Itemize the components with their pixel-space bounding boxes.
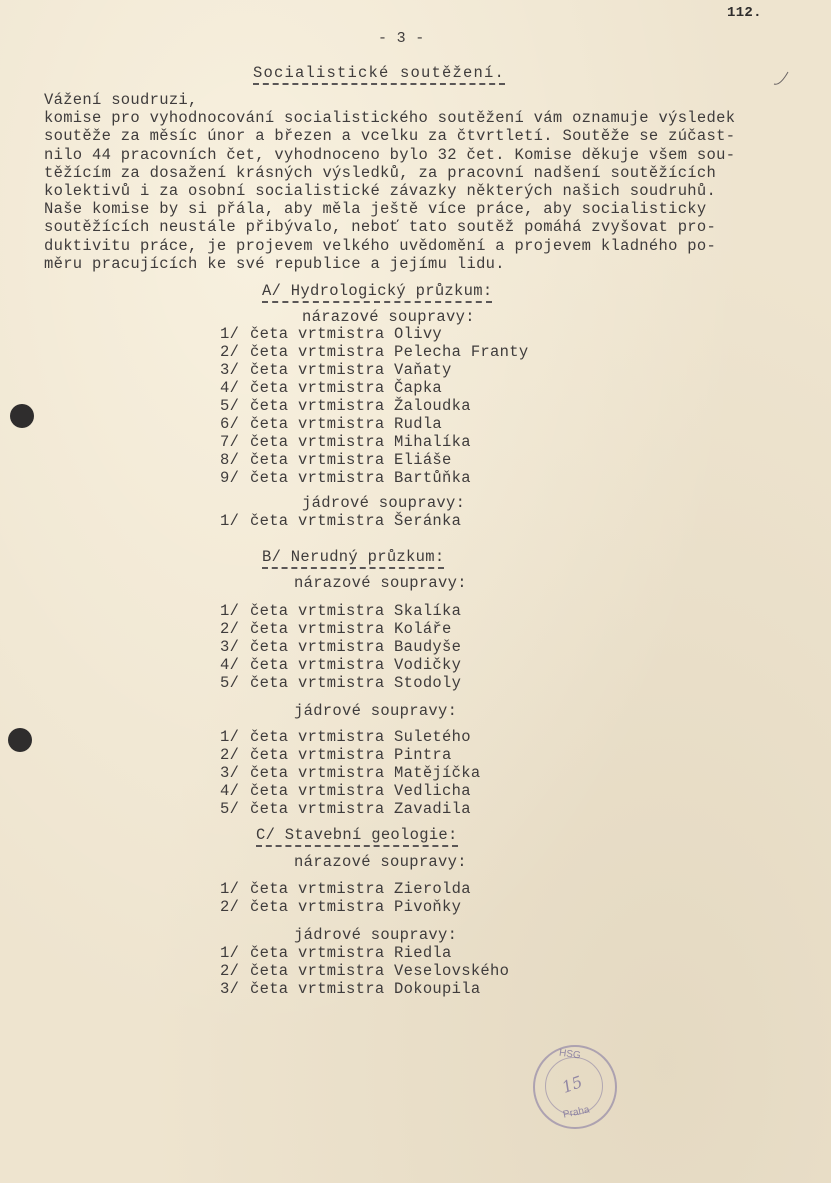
row-number: 2/ bbox=[220, 746, 240, 764]
row-number: 2/ bbox=[220, 898, 240, 916]
stamp-top-text: HSG bbox=[558, 1047, 582, 1062]
crew-entry: četa vrtmistra Suletého bbox=[250, 728, 471, 746]
row-number: 1/ bbox=[220, 512, 240, 530]
row-number: 2/ bbox=[220, 620, 240, 638]
stamp-bottom-text: Praha bbox=[562, 1104, 591, 1121]
check-mark-icon bbox=[772, 70, 790, 88]
section-heading-text: C/ Stavební geologie: bbox=[256, 826, 458, 847]
intro-line: těžícím za dosažení krásných výsledků, za pracovní nadšení soutěžících bbox=[44, 164, 717, 182]
crew-entry: četa vrtmistra Šeránka bbox=[250, 512, 462, 530]
row-number: 9/ bbox=[220, 469, 240, 487]
group-label: nárazové soupravy: bbox=[294, 853, 467, 871]
intro-line: soutěžících neustále přibývalo, neboť tato soutěž pomáhá zvyšovat pro- bbox=[44, 218, 717, 236]
row-number: 1/ bbox=[220, 880, 240, 898]
row-number: 3/ bbox=[220, 980, 240, 998]
row-number: 2/ bbox=[220, 343, 240, 361]
crew-entry: četa vrtmistra Vedlicha bbox=[250, 782, 471, 800]
crew-entry: četa vrtmistra Zavadila bbox=[250, 800, 471, 818]
page-number: - 3 - bbox=[378, 30, 425, 47]
section-heading bbox=[262, 548, 444, 566]
crew-entry: četa vrtmistra Matějíčka bbox=[250, 764, 481, 782]
intro-line: nilo 44 pracovních čet, vyhodnoceno bylo 32 čet. Komise děkuje všem sou- bbox=[44, 146, 736, 164]
sheet-number: 112. bbox=[727, 5, 762, 21]
section-heading-text: B/ Nerudný průzkum: bbox=[262, 548, 444, 569]
row-number: 8/ bbox=[220, 451, 240, 469]
intro-line: duktivitu práce, je projevem velkého uvědomění a projevem kladného po- bbox=[44, 237, 717, 255]
crew-entry: četa vrtmistra Mihalíka bbox=[250, 433, 471, 451]
row-number: 3/ bbox=[220, 638, 240, 656]
section-heading bbox=[256, 826, 458, 844]
group-label: nárazové soupravy: bbox=[294, 574, 467, 592]
row-number: 5/ bbox=[220, 800, 240, 818]
crew-entry: četa vrtmistra Pintra bbox=[250, 746, 452, 764]
intro-line: kolektivů i za osobní socialistické závazky některých našich soudruhů. bbox=[44, 182, 717, 200]
crew-entry: četa vrtmistra Skalíka bbox=[250, 602, 462, 620]
crew-entry: četa vrtmistra Vaňaty bbox=[250, 361, 452, 379]
row-number: 1/ bbox=[220, 728, 240, 746]
intro-line: měru pracujících ke své republice a jejímu lidu. bbox=[44, 255, 505, 273]
crew-entry: četa vrtmistra Rudla bbox=[250, 415, 443, 433]
crew-entry: četa vrtmistra Žaloudka bbox=[250, 397, 471, 415]
section-heading-text: A/ Hydrologický průzkum: bbox=[262, 282, 492, 303]
crew-entry: četa vrtmistra Olivy bbox=[250, 325, 443, 343]
row-number: 4/ bbox=[220, 656, 240, 674]
row-number: 4/ bbox=[220, 379, 240, 397]
row-number: 7/ bbox=[220, 433, 240, 451]
crew-entry: četa vrtmistra Bartůňka bbox=[250, 469, 471, 487]
group-label: jádrové soupravy: bbox=[294, 702, 458, 720]
crew-entry: četa vrtmistra Baudyše bbox=[250, 638, 462, 656]
row-number: 5/ bbox=[220, 397, 240, 415]
archive-stamp bbox=[533, 1045, 617, 1129]
document-title-text: Socialistické soutěžení. bbox=[253, 64, 505, 85]
crew-entry: četa vrtmistra Dokoupila bbox=[250, 980, 481, 998]
row-number: 1/ bbox=[220, 944, 240, 962]
group-label: jádrové soupravy: bbox=[302, 494, 466, 512]
row-number: 1/ bbox=[220, 325, 240, 343]
group-label: nárazové soupravy: bbox=[302, 308, 475, 326]
crew-entry: četa vrtmistra Koláře bbox=[250, 620, 452, 638]
salutation: Vážení soudruzi, bbox=[44, 91, 198, 109]
crew-entry: četa vrtmistra Vodičky bbox=[250, 656, 462, 674]
document-title bbox=[253, 64, 505, 82]
crew-entry: četa vrtmistra Čapka bbox=[250, 379, 443, 397]
crew-entry: četa vrtmistra Veselovského bbox=[250, 962, 510, 980]
row-number: 3/ bbox=[220, 764, 240, 782]
crew-entry: četa vrtmistra Riedla bbox=[250, 944, 452, 962]
punch-hole bbox=[10, 404, 34, 428]
punch-hole bbox=[8, 728, 32, 752]
crew-entry: četa vrtmistra Zierolda bbox=[250, 880, 471, 898]
row-number: 1/ bbox=[220, 602, 240, 620]
crew-entry: četa vrtmistra Pivoňky bbox=[250, 898, 462, 916]
row-number: 3/ bbox=[220, 361, 240, 379]
row-number: 4/ bbox=[220, 782, 240, 800]
group-label: jádrové soupravy: bbox=[294, 926, 458, 944]
crew-entry: četa vrtmistra Eliáše bbox=[250, 451, 452, 469]
row-number: 6/ bbox=[220, 415, 240, 433]
row-number: 5/ bbox=[220, 674, 240, 692]
intro-line: komise pro vyhodnocování socialistického soutěžení vám oznamuje výsledek bbox=[44, 109, 736, 127]
row-number: 2/ bbox=[220, 962, 240, 980]
stamp-number: 15 bbox=[559, 1072, 585, 1097]
section-heading bbox=[262, 282, 492, 300]
crew-entry: četa vrtmistra Stodoly bbox=[250, 674, 462, 692]
crew-entry: četa vrtmistra Pelecha Franty bbox=[250, 343, 529, 361]
intro-line: soutěže za měsíc únor a březen a vcelku za čtvrtletí. Soutěže se zúčast- bbox=[44, 127, 736, 145]
intro-line: Naše komise by si přála, aby měla ještě více práce, aby socialisticky bbox=[44, 200, 707, 218]
